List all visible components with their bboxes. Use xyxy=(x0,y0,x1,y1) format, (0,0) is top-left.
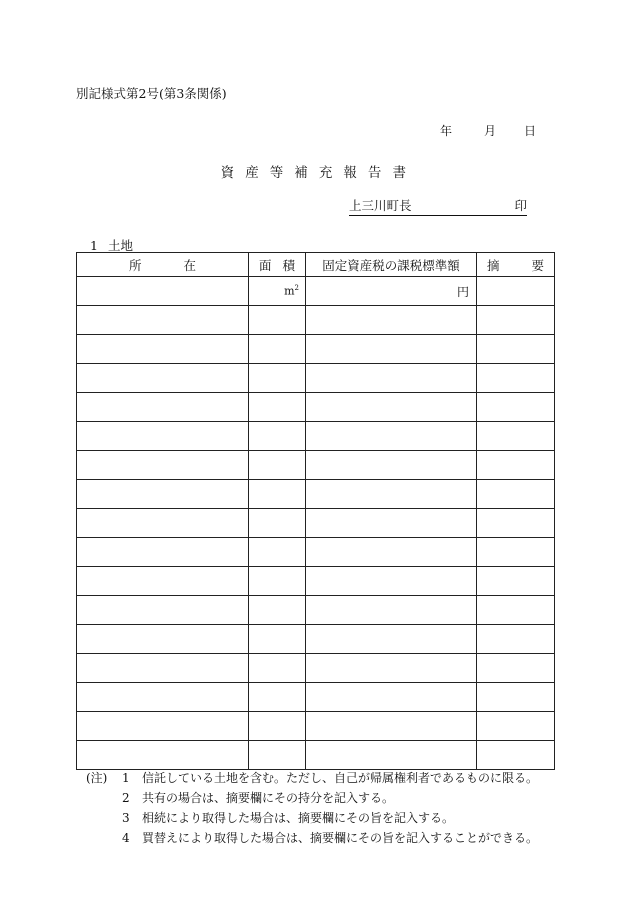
notes xyxy=(86,768,538,848)
table-row xyxy=(77,567,555,596)
cell-tax-base[interactable] xyxy=(306,451,477,480)
title-char: 書 xyxy=(392,165,410,181)
cell-tax-base[interactable] xyxy=(306,393,477,422)
cell-location[interactable] xyxy=(77,480,249,509)
section-title: 土地 xyxy=(107,238,133,253)
cell-remarks[interactable] xyxy=(477,364,555,393)
cell-remarks[interactable] xyxy=(477,451,555,480)
cell-tax-base[interactable] xyxy=(306,277,477,306)
cell-location[interactable] xyxy=(77,364,249,393)
cell-area[interactable] xyxy=(249,538,306,567)
table-row xyxy=(77,480,555,509)
cell-tax-base[interactable] xyxy=(306,509,477,538)
cell-location[interactable] xyxy=(77,567,249,596)
note-item: 2 共有の場合は、摘要欄にその持分を記入する。 xyxy=(122,791,395,805)
cell-location[interactable] xyxy=(77,712,249,741)
note-item: (注) 1 信託している土地を含む。ただし、自己が帰属権利者であるものに限る。 xyxy=(86,768,538,788)
cell-location[interactable] xyxy=(77,538,249,567)
cell-area[interactable] xyxy=(249,364,306,393)
cell-location[interactable] xyxy=(77,741,249,770)
date-year: 年 xyxy=(440,124,453,138)
table-row xyxy=(77,393,555,422)
cell-tax-base[interactable] xyxy=(306,625,477,654)
table-row xyxy=(77,422,555,451)
cell-location[interactable] xyxy=(77,654,249,683)
cell-remarks[interactable] xyxy=(477,654,555,683)
title-char: 資 xyxy=(220,165,238,181)
cell-tax-base[interactable] xyxy=(306,306,477,335)
table-row xyxy=(77,625,555,654)
cell-remarks[interactable] xyxy=(477,625,555,654)
cell-remarks[interactable] xyxy=(477,335,555,364)
table-row xyxy=(77,364,555,393)
table-row xyxy=(77,509,555,538)
cell-remarks[interactable] xyxy=(477,509,555,538)
title-char: 産 xyxy=(245,165,263,181)
cell-remarks[interactable] xyxy=(477,306,555,335)
table-row xyxy=(77,277,555,306)
note-item: 4 買替えにより取得した場合は、摘要欄にその旨を記入することができる。 xyxy=(122,831,539,845)
form-reference: 別記様式第2号(第3条関係) xyxy=(76,86,227,101)
cell-location[interactable] xyxy=(77,335,249,364)
title-char: 報 xyxy=(343,165,361,181)
title-char: 充 xyxy=(318,165,336,181)
header-location: 所 在 xyxy=(77,253,249,277)
cell-location[interactable] xyxy=(77,422,249,451)
header-area: 面 積 xyxy=(249,253,306,277)
cell-location[interactable] xyxy=(77,393,249,422)
addressee: 上三川町長 xyxy=(349,198,412,213)
notes-lead: (注) xyxy=(86,771,108,785)
cell-tax-base[interactable] xyxy=(306,422,477,451)
cell-area[interactable] xyxy=(249,654,306,683)
cell-area[interactable] xyxy=(249,393,306,422)
table-row xyxy=(77,741,555,770)
cell-location[interactable] xyxy=(77,451,249,480)
cell-remarks[interactable] xyxy=(477,712,555,741)
cell-area[interactable] xyxy=(249,596,306,625)
date-line xyxy=(440,122,536,139)
table-row xyxy=(77,306,555,335)
cell-tax-base[interactable] xyxy=(306,480,477,509)
document-title xyxy=(0,161,630,181)
cell-tax-base[interactable] xyxy=(306,654,477,683)
table-row xyxy=(77,712,555,741)
cell-tax-base[interactable] xyxy=(306,335,477,364)
cell-tax-base[interactable] xyxy=(306,596,477,625)
cell-tax-base[interactable] xyxy=(306,538,477,567)
cell-remarks[interactable] xyxy=(477,480,555,509)
land-table xyxy=(76,252,555,770)
cell-location[interactable] xyxy=(77,277,249,306)
section-number: 1 xyxy=(90,238,98,253)
header-remarks: 摘 要 xyxy=(477,253,555,277)
title-char: 補 xyxy=(294,165,312,181)
note-item: 3 相続により取得した場合は、摘要欄にその旨を記入する。 xyxy=(122,811,455,825)
table-row xyxy=(77,596,555,625)
cell-location[interactable] xyxy=(77,509,249,538)
seal-mark: 印 xyxy=(514,198,527,213)
cell-location[interactable] xyxy=(77,306,249,335)
cell-area[interactable] xyxy=(249,451,306,480)
cell-remarks[interactable] xyxy=(477,393,555,422)
cell-area[interactable] xyxy=(249,277,306,306)
cell-area[interactable] xyxy=(249,480,306,509)
cell-area[interactable] xyxy=(249,306,306,335)
cell-tax-base[interactable] xyxy=(306,741,477,770)
cell-area[interactable] xyxy=(249,509,306,538)
cell-remarks[interactable] xyxy=(477,596,555,625)
title-char: 等 xyxy=(269,165,287,181)
table-row xyxy=(77,683,555,712)
cell-area[interactable] xyxy=(249,683,306,712)
cell-remarks[interactable] xyxy=(477,683,555,712)
cell-tax-base[interactable] xyxy=(306,364,477,393)
table-row xyxy=(77,451,555,480)
cell-location[interactable] xyxy=(77,625,249,654)
cell-remarks[interactable] xyxy=(477,741,555,770)
cell-area[interactable] xyxy=(249,741,306,770)
date-day: 日 xyxy=(524,124,537,138)
cell-tax-base[interactable] xyxy=(306,683,477,712)
cell-remarks[interactable] xyxy=(477,538,555,567)
table-row xyxy=(77,538,555,567)
table-row xyxy=(77,335,555,364)
area-unit: $m^2$ xyxy=(284,284,299,298)
cell-area[interactable] xyxy=(249,567,306,596)
table-header-row xyxy=(77,253,555,277)
cell-area[interactable] xyxy=(249,335,306,364)
yen-unit: 円 xyxy=(456,284,469,299)
cell-area[interactable] xyxy=(249,712,306,741)
addressee-line xyxy=(349,196,527,216)
table-row xyxy=(77,654,555,683)
cell-tax-base[interactable] xyxy=(306,712,477,741)
cell-area[interactable] xyxy=(249,625,306,654)
title-char: 告 xyxy=(367,165,385,181)
cell-remarks[interactable] xyxy=(477,567,555,596)
cell-area[interactable] xyxy=(249,422,306,451)
cell-remarks[interactable] xyxy=(477,422,555,451)
cell-remarks[interactable] xyxy=(477,277,555,306)
date-month: 月 xyxy=(484,124,497,138)
cell-location[interactable] xyxy=(77,683,249,712)
cell-location[interactable] xyxy=(77,596,249,625)
header-tax-base: 固定資産税の課税標準額 xyxy=(306,253,477,277)
cell-tax-base[interactable] xyxy=(306,567,477,596)
